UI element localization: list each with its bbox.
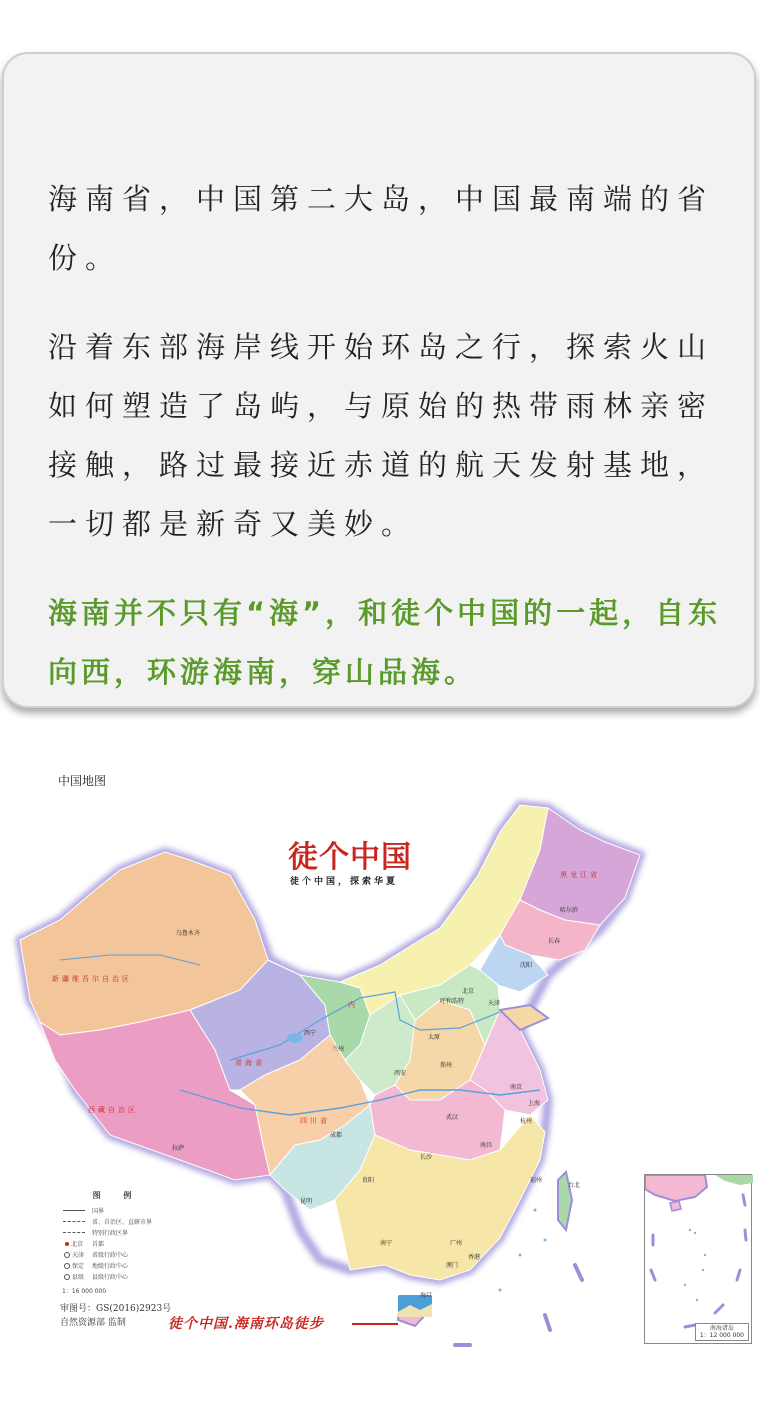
city-nanjing: 南京	[510, 1084, 523, 1091]
approval-number: 审图号：GS(2016)2923号	[60, 1304, 172, 1314]
region-label-qinghai: 青海省	[235, 1059, 265, 1067]
city-changsha: 长沙	[420, 1154, 433, 1161]
intro-card	[2, 52, 756, 708]
legend-title: 图 例	[92, 1191, 142, 1200]
legend-row	[62, 1260, 172, 1271]
legend-row	[62, 1238, 172, 1249]
city-shenyang: 沈阳	[520, 962, 533, 969]
city-guiyang: 贵阳	[362, 1177, 375, 1184]
inset-map-graphic	[645, 1175, 753, 1345]
city-zhengzhou: 郑州	[440, 1062, 453, 1069]
legend-row	[62, 1205, 172, 1216]
city-guangzhou: 广州	[450, 1240, 463, 1247]
city-taibei: 台北	[568, 1182, 581, 1189]
city-kunming: 昆明	[300, 1198, 313, 1205]
city-nanchang: 南昌	[480, 1142, 493, 1149]
region-label-sichuan: 四川省	[300, 1117, 330, 1125]
city-haikou: 海口	[420, 1292, 433, 1299]
legend-label: 国界	[92, 1208, 105, 1215]
logo-mark: 徒个中国	[288, 840, 412, 875]
region-label-xizang: 西藏自治区	[88, 1106, 138, 1114]
city-aomen: 澳门	[446, 1262, 459, 1269]
city-wuhan: 武汉	[446, 1114, 459, 1121]
legend-label: 首都	[92, 1241, 105, 1248]
city-taiyuan: 太原	[428, 1034, 441, 1041]
city-nanning: 南宁	[380, 1240, 393, 1247]
logo	[288, 832, 412, 887]
inset-label-name: 南海诸岛	[709, 1325, 734, 1332]
city-xian: 西安	[394, 1070, 407, 1077]
inset-label	[695, 1323, 749, 1341]
city-hangzhou: 杭州	[520, 1118, 533, 1125]
city-chengdu: 成都	[330, 1132, 343, 1139]
legend-sample: 县级	[71, 1274, 84, 1281]
map-legend	[62, 1190, 172, 1295]
intro-paragraph-2: 沿着东部海岸线开始环岛之行，探索火山如何塑造了岛屿，与原始的热带雨林亲密接触，路过最接近赤道的航天发射基地，一切都是新奇又美妙。	[48, 330, 715, 541]
inset-label-scale: 1：12 000 000	[699, 1332, 744, 1339]
region-label-heilongjiang: 黑龙江省	[560, 871, 600, 879]
city-harbin: 哈尔滨	[560, 907, 579, 914]
map-title: 中国地图	[58, 774, 107, 788]
legend-row	[62, 1227, 172, 1238]
legend-label: 地级行政中心	[92, 1263, 129, 1270]
china-map-image	[0, 760, 760, 1360]
city-xining: 西宁	[304, 1030, 317, 1037]
route-banner: 徒个中国.海南环岛徒步	[168, 1316, 324, 1332]
city-changchun: 长春	[548, 938, 561, 945]
banner-underline	[352, 1323, 398, 1325]
city-tianjin: 天津	[488, 1000, 501, 1007]
legend-row	[62, 1271, 172, 1282]
legend-label: 县级行政中心	[92, 1274, 129, 1281]
city-beijing: 北京	[462, 988, 475, 995]
intro-paragraph-1: 海南省，中国第二大岛，中国最南端的省份。	[48, 182, 715, 275]
legend-row	[62, 1216, 172, 1227]
city-lanzhou: 兰州	[332, 1046, 345, 1053]
legend-sample: 北京	[70, 1241, 83, 1248]
legend-label: 省、自治区、直辖市界	[92, 1219, 153, 1226]
legend-label: 特别行政区界	[92, 1230, 129, 1237]
region-label-xinjiang: 新疆维吾尔自治区	[52, 975, 132, 983]
nine-dash-line	[455, 1265, 582, 1345]
city-huhehaote: 呼和浩特	[440, 998, 465, 1005]
region-label-neimenggu: 内	[348, 1001, 358, 1009]
legend-sample: 保定	[71, 1263, 84, 1270]
highlight-paragraph: 海南并不只有“海”，和徒个中国的一起，自东向西，环游海南，穿山品海。	[48, 596, 722, 689]
logo-slogan: 徒个中国，探索华夏	[290, 877, 399, 887]
legend-scale: 1：16 000 000	[62, 1288, 107, 1295]
south-china-sea-inset	[644, 1174, 752, 1344]
legend-row	[62, 1249, 172, 1260]
city-urumqi: 乌鲁木齐	[176, 930, 201, 937]
city-shanghai: 上海	[528, 1100, 541, 1107]
approval-issuer: 自然资源部 监制	[60, 1318, 126, 1328]
city-fuzhou: 福州	[530, 1177, 543, 1184]
legend-sample: 天津	[71, 1252, 84, 1259]
qinghai-lake	[287, 1033, 303, 1043]
city-xianggang: 香港	[468, 1254, 481, 1261]
city-lhasa: 拉萨	[172, 1145, 185, 1152]
approval-text	[60, 1302, 171, 1330]
legend-label: 省级行政中心	[92, 1252, 129, 1259]
